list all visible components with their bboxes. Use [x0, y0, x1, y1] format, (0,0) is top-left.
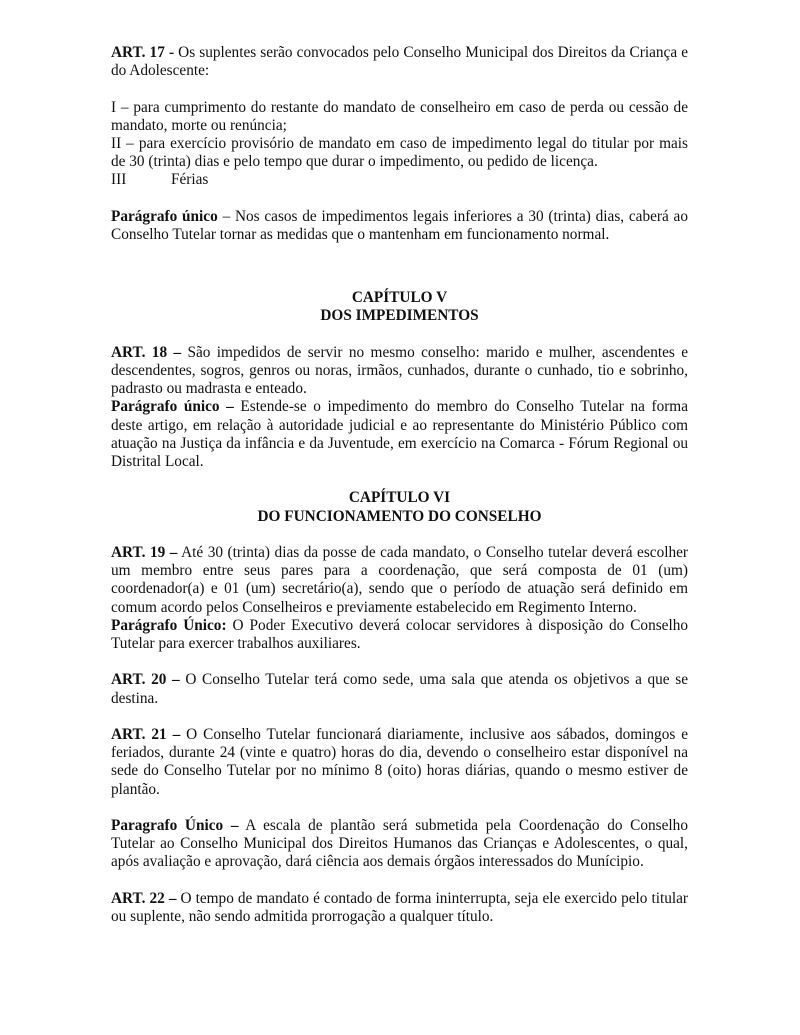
chapter5-title: DOS IMPEDIMENTOS [320, 307, 479, 325]
art17-text: Os suplentes serão convocados pelo Conselho Municipal dos Direitos da Criança e do Adolescente: [111, 44, 688, 80]
art18-text: São impedidos de servir no mesmo conselho: marido e mulher, ascendentes e descendentes, sogros, genros ou noras, irmãos, cunhados, durante o cunhado, tio e sobrinho, padrasto ou madrasta e enteado. [111, 343, 689, 398]
art19-label: ART. 19 – [111, 544, 178, 561]
document-page [111, 44, 688, 926]
art20-text: O Conselho Tutelar terá como sede, uma sala que atenda os objetivos a que se destina. [111, 671, 688, 707]
art17-item-i: I – para cumprimento do restante do mandato de conselheiro em caso de perda ou cessão de mandato, morte ou renúncia; [111, 98, 688, 134]
art17-label: ART. 17 - [111, 44, 175, 61]
chapter5-number: CAPÍTULO V [351, 289, 448, 307]
art17-paragrafo-label: Parágrafo único [111, 207, 218, 225]
chapter6-title: DO FUNCIONAMENTO DO CONSELHO [257, 507, 542, 525]
art18-label: ART. 18 – [111, 343, 182, 361]
art21-paragraph [111, 726, 688, 799]
art17-item-ii: II – para exercício provisório de mandato em caso de impedimento legal do titular por mais de 30 (trinta) dias e pelo tempo que durar o impedimento, ou pedido de licença. [111, 135, 688, 171]
art21-paragrafo-text: A escala de plantão será submetida pela Coordenação do Conselho Tutelar ao Conselho Municipal dos Direitos Humanos das Crianças e Adolescentes, o qual, após avaliação e aprovação, dará ciência aos demais órgãos interessados do Munícipio. [111, 817, 688, 871]
art17-paragrafo-unico [111, 208, 688, 244]
art21-paragrafo-label: Paragrafo Único – [111, 817, 239, 834]
art18-paragrafo-text: Estende-se o impedimento do membro do Conselho Tutelar na forma deste artigo, em relação à autoridade judicial e ao representante do Ministério Público com atuação na Justiça da infância e da Juventude, em exercício na Comarca - Fórum Regional ou Distrital Local. [111, 398, 688, 471]
art19-paragrafo-text: O Poder Executivo deverá colocar servidores à disposição do Conselho Tutelar para exercer trabalhos auxiliares. [111, 616, 689, 653]
art19-text: Até 30 (trinta) dias da posse de cada mandato, o Conselho tutelar deverá escolher um membro entre seus pares para a coordenação, que será composta de 01 (um) coordenador(a) e 01 (um) secretário(a), sendo que o período de atuação será definido em comum acordo pelos Conselheiros e previamente estabelecido em Regimento Interno. [111, 544, 688, 616]
art20-label: ART. 20 – [111, 671, 180, 689]
art17-paragrafo-text: – Nos casos de impedimentos legais inferiores a 30 (trinta) dias, caberá ao Conselho Tutelar tornar as medidas que o mantenham em funcionamento normal. [111, 207, 688, 243]
art19-paragrafo-label: Parágrafo Único: [111, 616, 227, 634]
chapter6-number: CAPÍTULO VI [348, 489, 451, 507]
art17-item-iii-text: Férias [171, 171, 209, 189]
art19-paragraph [111, 544, 688, 617]
art21-paragrafo-unico [111, 817, 688, 872]
art21-label: ART. 21 – [111, 726, 181, 743]
art17-paragraph [111, 44, 688, 80]
art17-item-iii [111, 171, 688, 189]
art20-paragraph [111, 671, 688, 707]
art17-item-iii-number: III [111, 171, 127, 189]
art22-text: O tempo de mandato é contado de forma ininterrupta, seja ele exercido pelo titular ou suplente, não sendo admitida prorrogação a qualquer título. [111, 889, 688, 925]
art18-paragrafo-unico [111, 398, 688, 471]
art22-label: ART. 22 – [111, 889, 177, 907]
art19-paragrafo-unico [111, 617, 688, 653]
art18-paragraph [111, 344, 688, 399]
art18-paragrafo-label: Parágrafo único – [111, 398, 234, 416]
art22-paragraph [111, 890, 688, 926]
art21-text: O Conselho Tutelar funcionará diariamente, inclusive aos sábados, domingos e feriados, durante 24 (vinte e quatro) horas do dia, devendo o conselheiro estar disponível na sede do Conselho Tutelar por no mínimo 8 (oito) horas diárias, quando o mesmo estiver de plantão. [111, 726, 688, 798]
